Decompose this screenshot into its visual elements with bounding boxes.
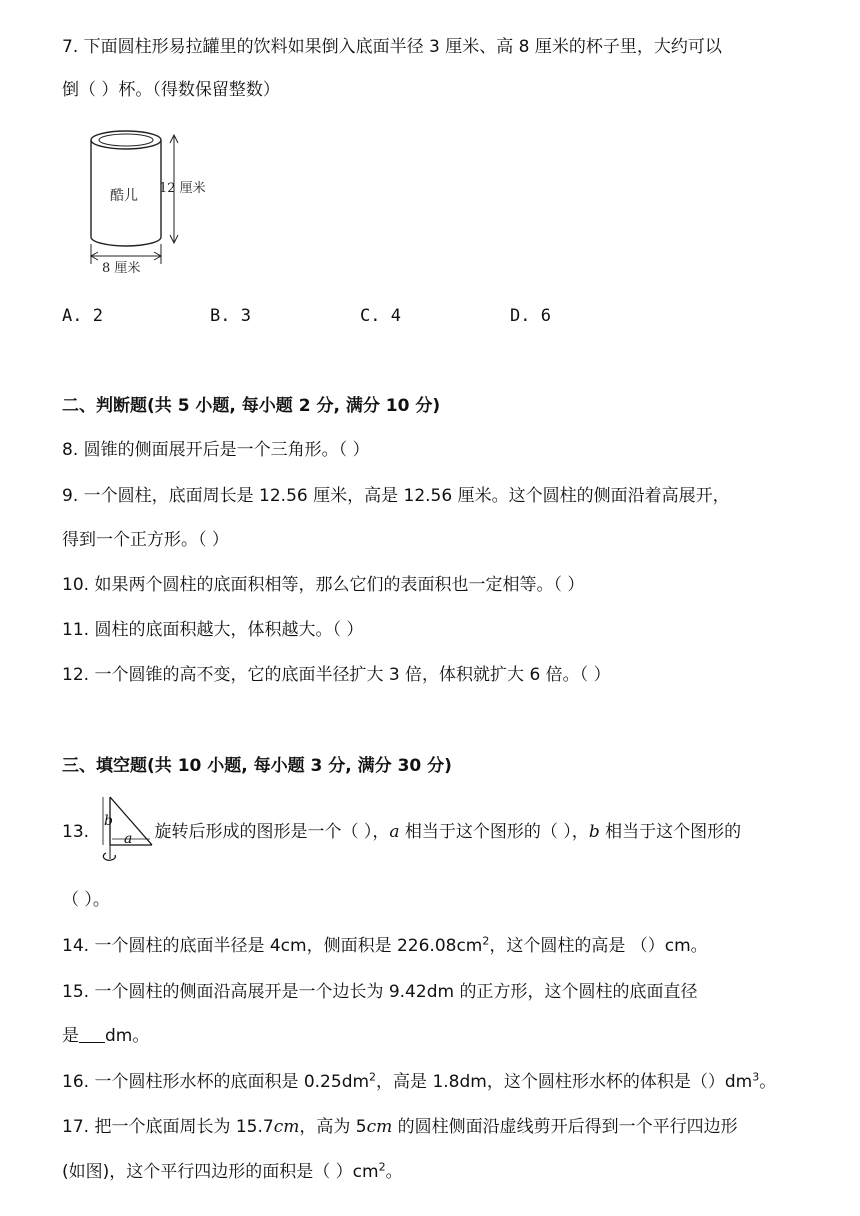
q13-part1: 旋转后形成的图形是一个（ ）， — [154, 822, 390, 842]
q13-var-b: b — [588, 822, 600, 842]
q13-part3: 相当于这个图形的 — [599, 822, 742, 842]
q12-text: 12. 一个圆锥的高不变，它的底面半径扩大 3 倍，体积就扩大 6 倍。（ ） — [62, 665, 611, 685]
q17-unit1: cm — [273, 1117, 300, 1137]
q13-text-line2: （ ）。 — [62, 890, 110, 910]
q16-sup2: 3 — [752, 1070, 760, 1084]
q15-text-line2 — [62, 1024, 149, 1048]
q17-mid: ，高为 5 — [299, 1117, 367, 1137]
q17-line2-pre: (如图)，这个平行四边形的面积是（ ）cm — [62, 1162, 379, 1182]
option-c[interactable]: C. 4 — [360, 306, 401, 326]
q16-post: 。 — [759, 1072, 777, 1092]
b-label: b — [104, 813, 114, 829]
q13-number: 13. — [62, 822, 90, 842]
q13-var-a: a — [389, 822, 400, 842]
height-label: 12 厘米 — [159, 181, 206, 196]
q9-text-line1: 9. 一个圆柱，底面周长是 12.56 厘米，高是 12.56 厘米。这个圆柱的侧面沿着高展开， — [62, 486, 730, 506]
q13-text-line1 — [62, 813, 742, 847]
section3-heading: 三、填空题(共 10 小题, 每小题 3 分, 满分 30 分) — [62, 756, 452, 776]
rotation-arrow-icon — [104, 853, 116, 860]
option-b[interactable]: B. 3 — [210, 306, 251, 326]
q7-text-line2: 倒（ ）杯。（得数保留整数） — [62, 80, 280, 100]
q14-post: ，这个圆柱的高是 （）cm。 — [489, 936, 708, 956]
q16-sup1: 2 — [369, 1070, 377, 1084]
q17-line2-post: 。 — [385, 1162, 403, 1182]
q17-post: 的圆柱侧面沿虚线剪开后得到一个平行四边形 — [392, 1117, 738, 1137]
width-label: 8 厘米 — [102, 261, 141, 276]
a-label: a — [124, 831, 133, 847]
can-bottom-arc — [91, 237, 161, 246]
section2-heading: 二、判断题(共 5 小题, 每小题 2 分, 满分 10 分) — [62, 396, 441, 416]
q15-line2-pre: 是 — [62, 1026, 79, 1046]
q14-sup: 2 — [482, 934, 490, 948]
q10-text: 10. 如果两个圆柱的底面积相等，那么它们的表面积也一定相等。（ ） — [62, 575, 585, 595]
q14-pre: 14. 一个圆柱的底面半径是 4cm，侧面积是 226.08cm — [62, 936, 483, 956]
q14-text — [62, 934, 708, 958]
q16-pre: 16. 一个圆柱形水杯的底面积是 0.25dm — [62, 1072, 370, 1092]
q16-text — [62, 1070, 776, 1094]
q17-text-line1 — [62, 1115, 738, 1139]
can-label: 酷儿 — [110, 188, 138, 204]
q13-part2: 相当于这个图形的（ ）， — [399, 822, 589, 842]
q7-text-line1: 7. 下面圆柱形易拉罐里的饮料如果倒入底面半径 3 厘米、高 8 厘米的杯子里，大约可以 — [62, 37, 722, 57]
can-inner-rim — [99, 134, 153, 146]
q17-text-line2 — [62, 1160, 403, 1184]
triangle-figure — [94, 813, 154, 847]
q9-text-line2: 得到一个正方形。（ ） — [62, 530, 229, 550]
option-d[interactable]: D. 6 — [510, 306, 551, 326]
q16-mid: ，高是 1.8dm，这个圆柱形水杯的体积是（）dm — [376, 1072, 753, 1092]
q17-pre: 17. 把一个底面周长为 15.7 — [62, 1117, 274, 1137]
q17-line2-sup: 2 — [378, 1160, 386, 1174]
option-a[interactable]: A. 2 — [62, 306, 103, 326]
q15-text-line1: 15. 一个圆柱的侧面沿高展开是一个边长为 9.42dm 的正方形，这个圆柱的底面直径 — [62, 982, 698, 1002]
answer-blank[interactable] — [79, 1024, 105, 1043]
q17-unit2: cm — [366, 1117, 393, 1137]
q15-line2-post: dm。 — [105, 1026, 150, 1046]
q11-text: 11. 圆柱的底面积越大，体积越大。（ ） — [62, 620, 364, 640]
q8-text: 8. 圆锥的侧面展开后是一个三角形。（ ） — [62, 440, 370, 460]
can-figure — [86, 124, 226, 282]
